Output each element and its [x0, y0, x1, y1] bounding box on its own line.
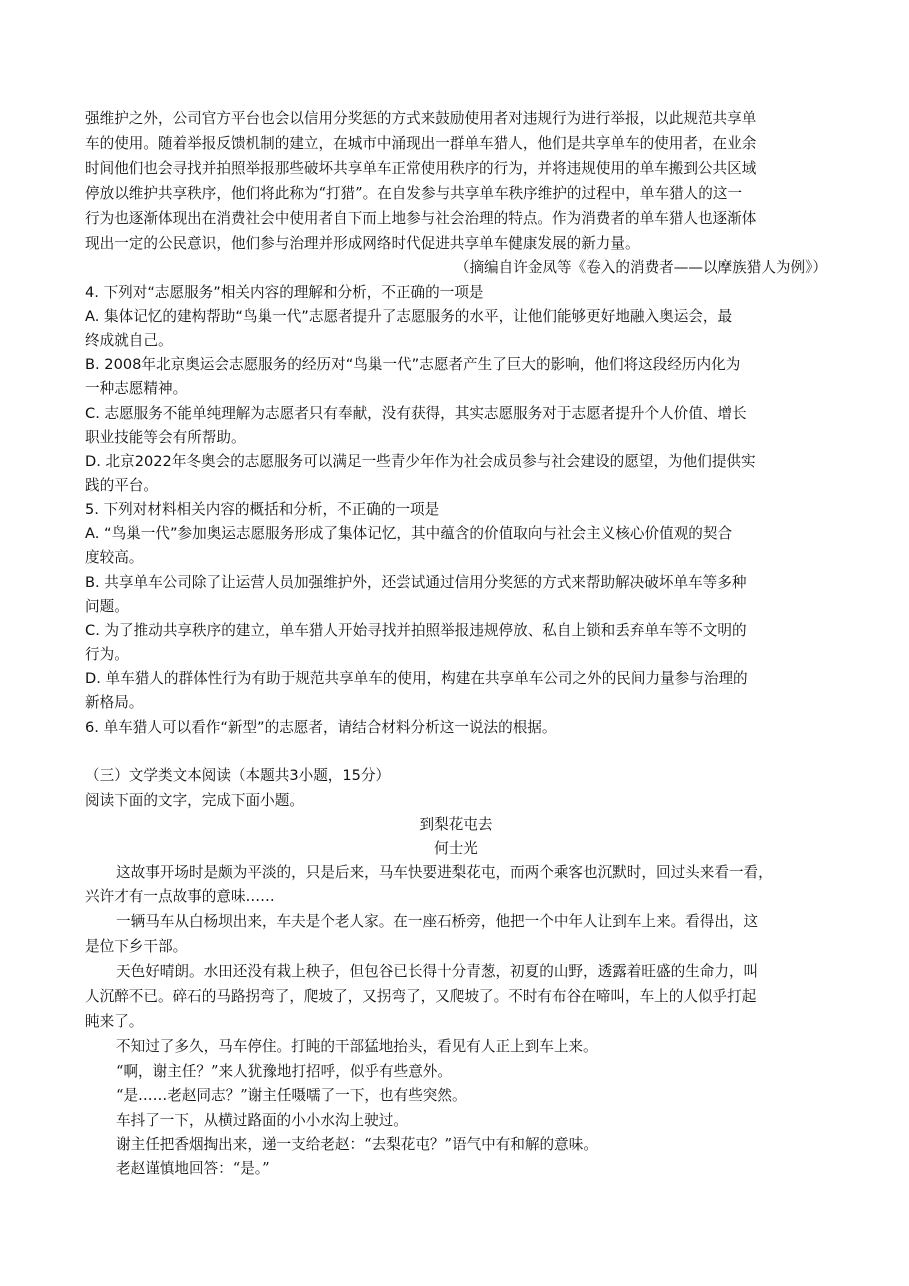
story-line: 兴许才有一点故事的意味…… — [85, 888, 275, 905]
option-line: 一种志愿精神。 — [85, 380, 188, 397]
section-heading: （三）文学类文本阅读（本题共3小题，15分） — [85, 767, 391, 784]
story-title: 到梨花屯去 — [419, 816, 493, 833]
story-line: 谢主任把香烟掏出来，递一支给老赵：“去梨花屯？”语气中有和解的意味。 — [116, 1136, 598, 1153]
story-line: 老赵谨慎地回答：“是。” — [116, 1160, 270, 1177]
option-line: 践的平台。 — [85, 477, 158, 494]
story-line: 车抖了一下，从横过路面的小小水沟上驶过。 — [116, 1112, 408, 1129]
option-line: A. “鸟巢一代”参加奥运志愿服务形成了集体记忆，其中蕴含的价值取向与社会主义核心价值观的契合 — [85, 525, 733, 542]
article-line: 行为也逐渐体现出在消费社会中使用者自下而上地参与社会治理的特点。作为消费者的单车猎人也逐渐体 — [85, 210, 757, 227]
article-line: 停放以维护共享秩序，他们将此称为“打猎”。在自发参与共享单车秩序维护的过程中，单车猎人的这一 — [85, 185, 743, 202]
story-line: 天色好晴朗。水田还没有栽上秧子，但包谷已长得十分青葱，初夏的山野，透露着旺盛的生命力，叫 — [116, 963, 759, 980]
story-line: “啊，谢主任？”来人犹豫地打招呼，似乎有些意外。 — [116, 1063, 452, 1080]
article-line: 车的使用。随着举报反馈机制的建立，在城市中涌现出一群单车猎人，他们是共享单车的使用者，在业余 — [85, 135, 757, 152]
option-line: 终成就自己。 — [85, 332, 173, 349]
story-line: “是……老赵同志？”谢主任嗫嚅了一下，也有些突然。 — [116, 1087, 467, 1104]
article-line: 现出一定的公民意识，他们参与治理并形成网络时代促进共享单车健康发展的新力量。 — [85, 235, 640, 252]
option-line: 问题。 — [85, 598, 129, 615]
option-line: 行为。 — [85, 646, 129, 663]
story-line: 人沉醉不已。碎石的马路拐弯了，爬坡了，又拐弯了，又爬坡了。不时有布谷在啼叫，车上的人似乎打起 — [85, 988, 757, 1005]
question-stem: 5. 下列对材料相关内容的概括和分析，不正确的一项是 — [85, 501, 440, 518]
question-stem: 4. 下列对“志愿服务”相关内容的理解和分析，不正确的一项是 — [85, 284, 484, 301]
option-line: 职业技能等会有所帮助。 — [85, 429, 246, 446]
story-author: 何士光 — [434, 840, 478, 857]
story-line: 是位下乡干部。 — [85, 938, 188, 955]
reading-instruction: 阅读下面的文字，完成下面小题。 — [85, 792, 304, 809]
story-line: 不知过了多久，马车停住。打盹的干部猛地抬头，看见有人正上到车上来。 — [116, 1038, 598, 1055]
option-line: B. 2008年北京奥运会志愿服务的经历对“鸟巢一代”志愿者产生了巨大的影响，他们将这段经历内化为 — [85, 356, 741, 373]
story-line: 盹来了。 — [85, 1013, 144, 1030]
article-line: 强维护之外，公司官方平台也会以信用分奖惩的方式来鼓励使用者对违规行为进行举报，以此规范共享单 — [85, 110, 757, 127]
article-line: 时间他们也会寻找并拍照举报那些破坏共享单车正常使用秩序的行为，并将违规使用的单车搬到公共区域 — [85, 160, 757, 177]
option-line: C. 志愿服务不能单纯理解为志愿者只有奉献，没有获得，其实志愿服务对于志愿者提升个人价值、增长 — [85, 405, 747, 422]
option-line: C. 为了推动共享秩序的建立，单车猎人开始寻找并拍照举报违规停放、私自上锁和丢弃单车等不文明的 — [85, 622, 747, 639]
question-stem: 6. 单车猎人可以看作“新型”的志愿者，请结合材料分析这一说法的根据。 — [85, 719, 557, 736]
option-line: A. 集体记忆的建构帮助“鸟巢一代”志愿者提升了志愿服务的水平，让他们能够更好地融入奥运会，最 — [85, 308, 733, 325]
option-line: 度较高。 — [85, 549, 144, 566]
option-line: D. 单车猎人的群体性行为有助于规范共享单车的使用，构建在共享单车公司之外的民间力量参与治理的 — [85, 670, 748, 687]
option-line: D. 北京2022年冬奥会的志愿服务可以满足一些青少年作为社会成员参与社会建设的愿望，为他们提供实 — [85, 453, 756, 470]
story-line: 一辆马车从白杨坝出来，车夫是个老人家。在一座石桥旁，他把一个中年人让到车上来。看得出，这 — [116, 913, 759, 930]
option-line: 新格局。 — [85, 694, 144, 711]
source-citation: （摘编自许金凤等《卷入的消费者——以摩族猎人为例》） — [454, 259, 827, 276]
option-line: B. 共享单车公司除了让运营人员加强维护外，还尝试通过信用分奖惩的方式来帮助解决破坏单车等多种 — [85, 574, 747, 591]
story-line: 这故事开场时是颇为平淡的，只是后来，马车快要进梨花屯，而两个乘客也沉默时，回过头来看一看， — [116, 864, 773, 881]
